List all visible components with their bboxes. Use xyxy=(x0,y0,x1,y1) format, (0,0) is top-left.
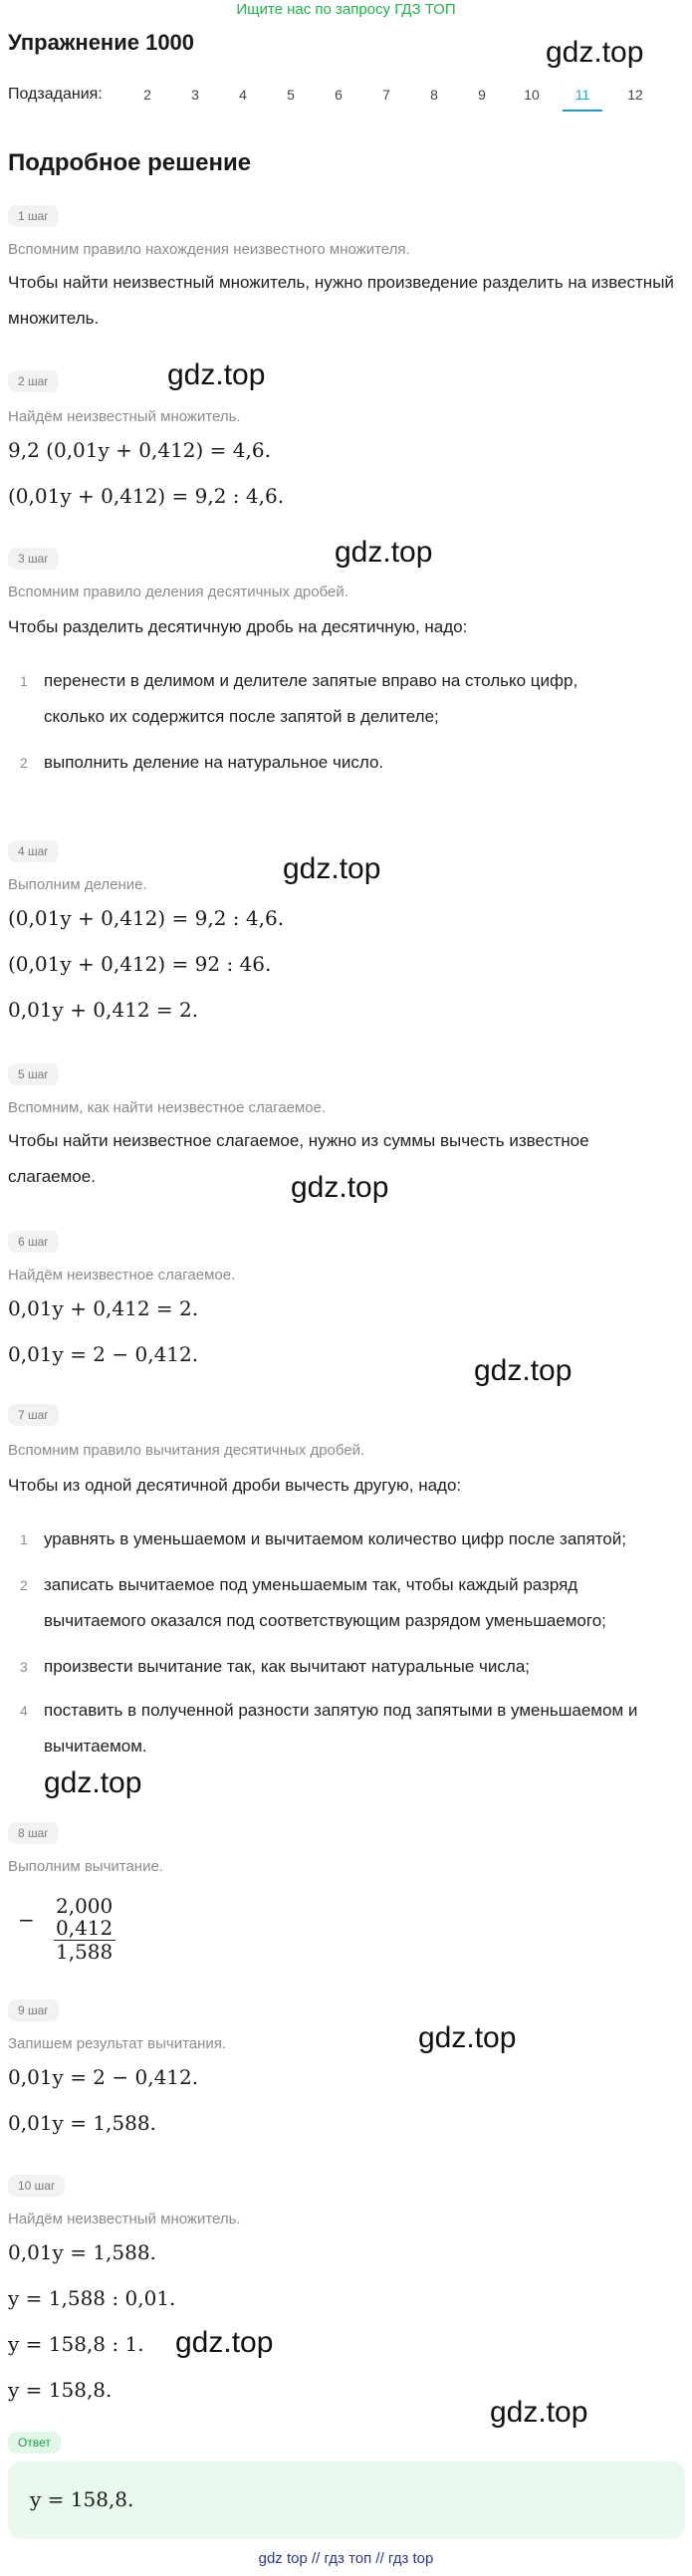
step-badge: 3 шаг xyxy=(8,548,59,570)
math-line: 0,01y = 1,588. xyxy=(8,2240,156,2264)
minuend: 2,000 xyxy=(56,1894,114,1918)
step-hint: Выполним деление. xyxy=(8,876,147,893)
watermark: gdz.top xyxy=(291,1171,389,1204)
tab-subtask-7[interactable]: 7 xyxy=(382,87,390,103)
list-item xyxy=(20,1693,677,1764)
step-badge: 5 шаг xyxy=(8,1063,59,1085)
watermark: gdz.top xyxy=(490,2396,588,2429)
step-badge: 7 шаг xyxy=(8,1404,59,1426)
math-line: y = 1,588 : 0,01. xyxy=(8,2286,176,2310)
answer-box xyxy=(8,2461,685,2539)
math-line: 0,01y + 0,412 = 2. xyxy=(8,998,199,1022)
math-line: 0,01y = 2 − 0,412. xyxy=(8,2065,199,2089)
step-badge: 9 шаг xyxy=(8,1999,59,2021)
math-line: y = 158,8 : 1. xyxy=(8,2332,144,2356)
step-hint: Вспомним правило вычитания десятичных дробей. xyxy=(8,1442,365,1459)
step-hint: Вспомним, как найти неизвестное слагаемое. xyxy=(8,1099,327,1116)
tab-subtask-11[interactable]: 11 xyxy=(563,80,602,112)
search-banner[interactable]: Ищите нас по запросу ГДЗ ТОП xyxy=(236,1,456,18)
list-item-text: поставить в полученной разности запятую под запятыми в уменьшаемом и вычитаемом. xyxy=(44,1701,638,1756)
math-line: 0,01y + 0,412 = 2. xyxy=(8,1296,199,1320)
difference: 1,588 xyxy=(56,1940,114,1964)
math-line: 9,2 (0,01y + 0,412) = 4,6. xyxy=(8,438,271,462)
list-item xyxy=(20,1649,677,1685)
step-hint: Найдём неизвестное слагаемое. xyxy=(8,1267,236,1284)
watermark: gdz.top xyxy=(44,1766,142,1799)
list-item-text: произвести вычитание так, как вычитают натуральные числа; xyxy=(44,1657,530,1676)
tab-subtask-3[interactable]: 3 xyxy=(191,87,199,103)
subtrahend: 0,412 xyxy=(56,1916,114,1940)
tab-subtask-4[interactable]: 4 xyxy=(239,87,247,103)
math-line: (0,01y + 0,412) = 9,2 : 4,6. xyxy=(8,484,285,508)
footer-links[interactable]: gdz top // гдз топ // гдз top xyxy=(258,2550,434,2567)
math-line: y = 158,8. xyxy=(8,2378,113,2402)
tab-subtask-9[interactable]: 9 xyxy=(478,87,486,103)
minus-sign: − xyxy=(18,1908,35,1932)
step-badge: 10 шаг xyxy=(8,2175,65,2197)
tab-subtask-10[interactable]: 10 xyxy=(524,87,540,103)
list-number: 1 xyxy=(20,673,28,689)
watermark: gdz.top xyxy=(283,852,381,885)
list-item-text: записать вычитаемое под уменьшаемым так, чтобы каждый разряд вычитаемого оказался под соответствующим разрядом уменьшаемого; xyxy=(44,1575,606,1630)
step-badge: 2 шаг xyxy=(8,370,59,392)
list-item xyxy=(20,663,617,735)
step-hint: Запишем результат вычитания. xyxy=(8,2035,227,2052)
page-title: Упражнение 1000 xyxy=(8,30,195,55)
step-hint: Вспомним правило нахождения неизвестного множителя. xyxy=(8,241,410,258)
watermark: gdz.top xyxy=(546,36,644,69)
tab-subtask-8[interactable]: 8 xyxy=(430,87,438,103)
answer-value: y = 158,8. xyxy=(30,2487,134,2511)
math-line: (0,01y + 0,412) = 9,2 : 4,6. xyxy=(8,906,285,930)
subtasks-label: Подзадания: xyxy=(8,86,103,103)
watermark: gdz.top xyxy=(167,358,266,391)
list-number: 3 xyxy=(20,1659,28,1675)
list-item-text: выполнить деление на натуральное число. xyxy=(44,753,384,772)
list-item xyxy=(20,745,677,781)
subtraction-column xyxy=(18,1894,117,1964)
list-item-text: уравнять в уменьшаемом и вычитаемом количество цифр после запятой; xyxy=(44,1529,626,1548)
watermark: gdz.top xyxy=(418,2021,517,2054)
step-badge: 6 шаг xyxy=(8,1231,59,1253)
step-badge: 8 шаг xyxy=(8,1822,59,1844)
list-number: 1 xyxy=(20,1531,28,1547)
step-text: Чтобы разделить десятичную дробь на десятичную, надо: xyxy=(8,617,468,636)
math-line: 0,01y = 2 − 0,412. xyxy=(8,1342,199,1366)
watermark: gdz.top xyxy=(474,1354,573,1387)
watermark: gdz.top xyxy=(335,536,433,569)
step-text: Чтобы найти неизвестный множитель, нужно произведение разделить на известный множитель. xyxy=(8,273,674,328)
tab-subtask-2[interactable]: 2 xyxy=(143,87,151,103)
list-number: 2 xyxy=(20,755,28,771)
solution-heading: Подробное решение xyxy=(8,149,252,176)
math-line: 0,01y = 1,588. xyxy=(8,2111,156,2135)
step-text: Чтобы найти неизвестное слагаемое, нужно из суммы вычесть известное слагаемое. xyxy=(8,1131,589,1186)
step-badge: 4 шаг xyxy=(8,840,59,862)
list-item xyxy=(20,1567,657,1639)
math-line: (0,01y + 0,412) = 92 : 46. xyxy=(8,952,272,976)
step-hint: Найдём неизвестный множитель. xyxy=(8,408,241,425)
step-hint: Выполним вычитание. xyxy=(8,1858,163,1875)
tab-subtask-6[interactable]: 6 xyxy=(335,87,343,103)
list-item xyxy=(20,1522,677,1557)
step-badge: 1 шаг xyxy=(8,205,59,227)
list-number: 2 xyxy=(20,1577,28,1593)
watermark: gdz.top xyxy=(175,2326,274,2359)
list-item-text: перенести в делимом и делителе запятые вправо на столько цифр, сколько их содержится после запятой в делителе; xyxy=(44,671,578,726)
list-number: 4 xyxy=(20,1703,28,1719)
tab-subtask-5[interactable]: 5 xyxy=(287,87,295,103)
step-hint: Вспомним правило деления десятичных дробей. xyxy=(8,584,348,600)
tab-subtask-12[interactable]: 12 xyxy=(627,87,643,103)
answer-badge: Ответ xyxy=(8,2432,61,2454)
step-hint: Найдём неизвестный множитель. xyxy=(8,2211,241,2227)
step-text: Чтобы из одной десятичной дроби вычесть другую, надо: xyxy=(8,1476,462,1495)
